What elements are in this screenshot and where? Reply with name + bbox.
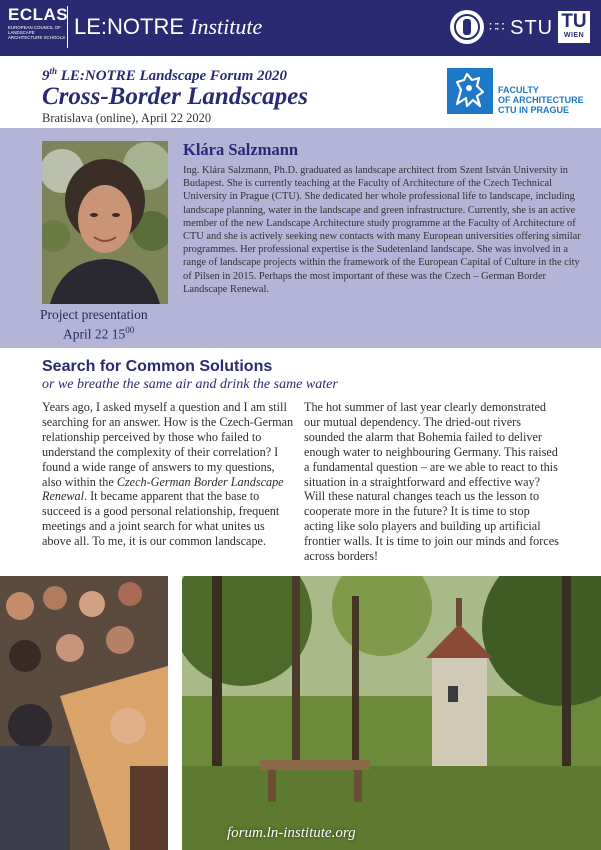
footer-url[interactable]: forum.ln-institute.org [227,825,356,841]
stu-logo-text: STU [510,17,554,39]
forum-number: 9 [42,68,50,84]
presentation-date [63,322,134,343]
presentation-date-text: April 22 15 [63,326,126,342]
lenotre-name: LE:NOTRE [74,14,185,39]
faculty-lion-logo-icon [447,68,493,114]
event-title: Cross-Border Landscapes [42,83,308,110]
event-place-date: Bratislava (online), April 22 2020 [42,111,212,125]
tu-wien-bottom: WIEN [563,32,585,39]
presentation-label: Project presentation [40,307,148,322]
article-column-2: The hot summer of last year clearly demonstrated our mutual dependency. The dried-out rivers sounded the alarm that Bohemia failed to deliver enough water to neighbouring Germany. This raised a fundamental question – are we able to react to this situation in a straightforward and effective way? Will these natural changes teach us the lesson to cooperate more in the future? It is time to stop acting like solo players and building up artificial frontier walls. It is time to join our minds and forces across borders! [304,400,559,564]
speaker-photo [42,141,168,304]
faculty-line-2: OF ARCHITECTURE [498,95,584,105]
article-title: Search for Common Solutions [42,358,273,375]
speaker-bio: Ing. Klára Salzmann, Ph.D. graduated as landscape architect from Szent István University in Budapest. She is currently teaching at the Faculty of Architecture of the Czech Technical University in Prague (CTU). She dedicated her whole professional life to landscape, including landscape planning, water in the landscape and green infrastructure. Currently, she is an active member of the new Landscape Architecture study programme at the Faculty of Architecture of CTU and she is actively seeking new contacts with many European universities offering similar programmes. Her professional expertise is the Sudetenland landscape. She was involved in a range of landscape projects within the framework of the European Capital of Culture in the city of Pilsen in 2015. Perhaps the most important of these was the Czech – German Border Landscape Renewal. [183,165,581,295]
tu-wien-logo [558,11,590,43]
eclas-logo [8,6,68,48]
article-subtitle: or we breathe the same air and drink the same water [42,377,338,392]
eclas-logo-subtext: EUROPEAN COUNCIL OF LANDSCAPE ARCHITECTURE SCHOOLS [8,25,66,40]
event-header [0,56,601,128]
article-column-1 [42,400,296,549]
speaker-name: Klára Salzmann [183,140,299,159]
tu-wien-top: TU [561,11,587,32]
faculty-line-1: FACULTY [498,85,539,95]
speaker-section [0,128,601,348]
faculty-logo-text [498,85,584,115]
top-banner [0,0,601,56]
column-1-text-b: . It became apparent that the base to succeed is a good personal relationship, frequent meetings and a joint search for what unites us above all. To me, it is our common landscape. [42,489,280,549]
forum-number-suffix: th [49,66,58,76]
stu-logo [489,15,553,40]
presentation-time-minutes: 00 [125,325,135,335]
workshop-photo [0,576,168,850]
landscape-chapel-photo [182,576,601,850]
stu-dots: ∷∷ [489,19,504,34]
forum-name: LE:NOTRE Landscape Forum 2020 [60,68,288,84]
column-1-text-a: Years ago, I asked myself a question and I am still searching for an answer. How is the Czech-German relationship perceived by those who failed to understand the complexity of their correlation? I found a wide range of answers to my questions, also within the [42,400,294,489]
faculty-line-3: CTU IN PRAGUE [498,105,570,115]
lenotre-institute-word: Institute [190,14,263,39]
column-1-emphasis: Czech-German Border Landscape Renewal [42,474,284,504]
lenotre-institute-logo [74,13,262,41]
university-seal-icon [450,10,484,44]
eclas-logo-text: ECLAS [8,5,69,24]
